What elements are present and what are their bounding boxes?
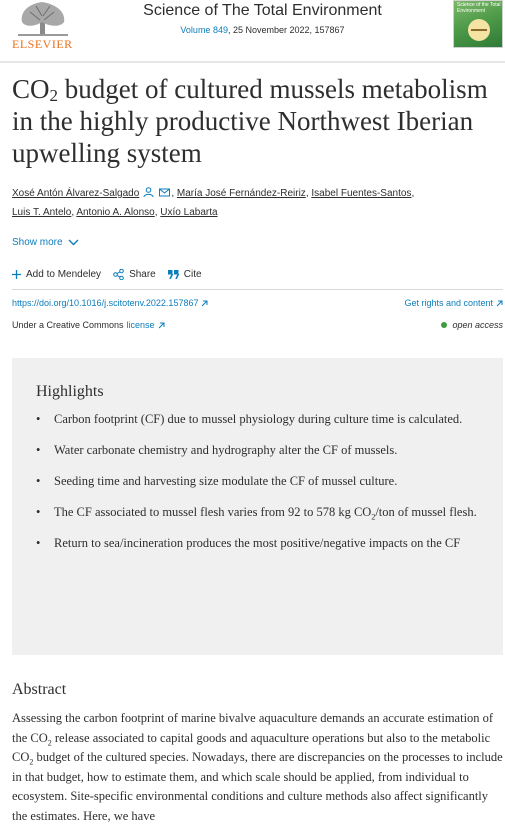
- author-separator: ,: [71, 207, 77, 218]
- volume-link[interactable]: Volume 849: [180, 25, 228, 35]
- doi-text: https://doi.org/10.1016/j.scitotenv.2022.157867: [12, 298, 199, 308]
- author-list: [12, 184, 492, 222]
- author-link[interactable]: María José Fernández-Reiriz: [176, 188, 306, 199]
- author-separator: ,: [411, 188, 415, 199]
- license-prefix: Under a Creative Commons: [12, 320, 124, 330]
- publisher-name: ELSEVIER: [12, 37, 73, 51]
- share-button[interactable]: [113, 269, 156, 280]
- get-rights-label: Get rights and content: [404, 298, 493, 308]
- highlights-section: [12, 358, 503, 655]
- author-separator: ,: [305, 188, 312, 199]
- highlight-item: • Water carbonate chemistry and hydrography alter the CF of mussels.: [36, 441, 486, 461]
- get-rights-link[interactable]: [404, 298, 503, 308]
- show-more-label: Show more: [12, 237, 63, 248]
- open-access-badge: [441, 320, 503, 330]
- highlights-list: [36, 410, 486, 565]
- journal-cover-image[interactable]: [453, 0, 503, 48]
- email-icon[interactable]: [159, 187, 170, 197]
- add-to-mendeley-label: Add to Mendeley: [26, 268, 102, 280]
- highlight-item: • Carbon footprint (CF) due to mussel physiology during culture time is calculated.: [36, 410, 486, 430]
- license-link[interactable]: license: [126, 320, 155, 330]
- header-divider: [0, 61, 505, 63]
- show-more-button[interactable]: [12, 237, 79, 248]
- person-icon[interactable]: [143, 187, 154, 197]
- article-actions: [12, 266, 214, 282]
- chevron-down-icon: [68, 239, 79, 246]
- journal-header: [0, 0, 505, 56]
- share-label: Share: [129, 268, 156, 280]
- author-link[interactable]: Xosé Antón Álvarez-Salgado: [12, 188, 140, 199]
- cite-button[interactable]: [168, 269, 202, 280]
- open-access-label: open access: [452, 320, 503, 330]
- plus-icon: [12, 270, 21, 279]
- highlight-item: • Seeding time and harvesting size modulate the CF of mussel culture.: [36, 472, 486, 492]
- journal-title[interactable]: Science of The Total Environment: [143, 2, 382, 19]
- issue-date: , 25 November 2022, 157867: [227, 25, 345, 35]
- cover-title: Science of the Total Environment: [457, 2, 501, 14]
- abstract-text: Assessing the carbon footprint of marine bivalve aquaculture demands an accurate estimation of the $CO_2$ release associated to capital goods and aquaculture operations but also to the metabolic $CO_2$ budget of the cultured species. Nowadays, there are discrepancies on the processes to include in that budget, how to estimate them, and which scale should be applied, from individual to ecosystem. Site-specific environmental conditions and culture methods also affect significantly the estimates. Here, we have: [12, 711, 503, 823]
- actions-divider: [12, 289, 503, 290]
- external-link-icon: [158, 322, 165, 329]
- share-icon: [113, 269, 124, 280]
- quote-icon: [168, 270, 179, 279]
- author-separator: ,: [171, 188, 177, 199]
- license-info: [12, 320, 165, 330]
- open-access-dot-icon: [441, 322, 447, 328]
- author-link[interactable]: Isabel Fuentes-Santos: [311, 188, 412, 199]
- cite-label: Cite: [183, 268, 202, 280]
- abstract-heading: Abstract: [12, 681, 67, 698]
- journal-issue-info: [0, 25, 505, 35]
- add-to-mendeley-button[interactable]: [12, 269, 101, 280]
- doi-link[interactable]: [12, 298, 208, 308]
- external-link-icon: [201, 300, 208, 307]
- author-link[interactable]: Luis T. Antelo: [12, 207, 72, 218]
- highlights-heading: Highlights: [36, 383, 104, 400]
- author-link[interactable]: Uxío Labarta: [160, 207, 218, 218]
- highlight-item: • The CF associated to mussel flesh varies from 92 to 578 kg $CO_2$/ton of mussel flesh.: [36, 503, 486, 523]
- external-link-icon: [496, 300, 503, 307]
- article-title: $CO_2$ budget of cultured mussels metabolism in the highly productive Northwest Iberian upwelling system: [12, 74, 488, 168]
- author-separator: ,: [154, 207, 161, 218]
- cover-art-line: [471, 29, 487, 31]
- author-link[interactable]: Antonio A. Alonso: [76, 207, 155, 218]
- highlight-item: • Return to sea/incineration produces the most positive/negative impacts on the CF: [36, 534, 486, 554]
